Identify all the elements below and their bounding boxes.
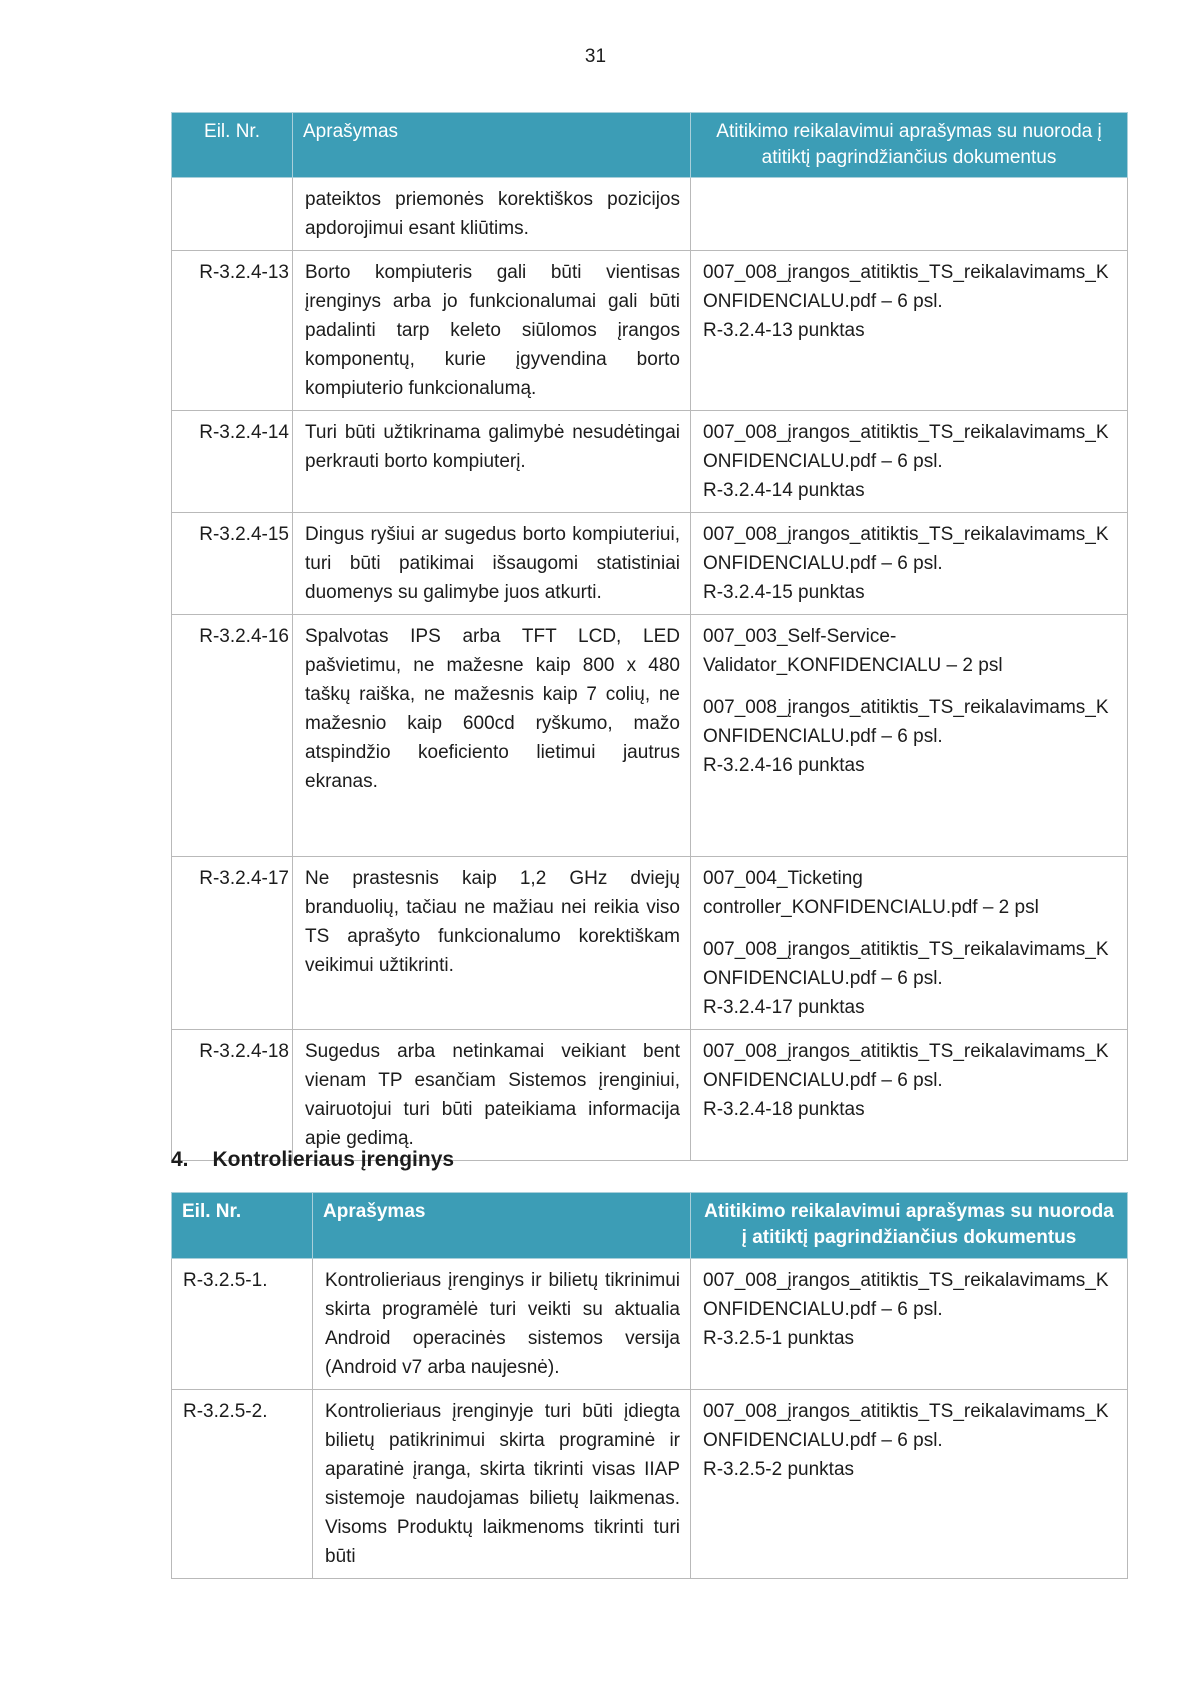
requirement-id-cell: R-3.2.4-18 — [172, 1030, 293, 1161]
requirement-description-cell: Borto kompiuteris gali būti vientisas įrenginys arba jo funkcionalumai gali būti padalinti tarp keleto siūlomos įrangos komponentų, kurie įgyvendina borto kompiuterio funkcionalumą. — [293, 251, 691, 411]
requirement-id-cell: R-3.2.4-14 — [172, 411, 293, 513]
table-row — [172, 1030, 1128, 1161]
compliance-document-reference: 007_008_įrangos_atitiktis_TS_reikalavimams_KONFIDENCIALU.pdf – 6 psl. R-3.2.4-16 punktas — [703, 697, 1109, 776]
compliance-document-reference: 007_008_įrangos_atitiktis_TS_reikalavimams_KONFIDENCIALU.pdf – 6 psl. R-3.2.5-2 punktas — [703, 1401, 1109, 1480]
table-row — [172, 411, 1128, 513]
column-header-atitikimas: Atitikimo reikalavimui aprašymas su nuoroda į atitiktį pagrindžiančius dokumentus — [691, 1193, 1128, 1259]
requirements-table-kontrolieriaus-irenginys — [171, 1192, 1128, 1579]
table-row — [172, 857, 1128, 1030]
compliance-reference-cell — [691, 1259, 1128, 1390]
table-row — [172, 513, 1128, 615]
column-header-atitikimas: Atitikimo reikalavimui aprašymas su nuoroda į atitiktį pagrindžiančius dokumentus — [691, 113, 1128, 178]
requirement-id-cell: R-3.2.4-15 — [172, 513, 293, 615]
requirement-id-cell: R-3.2.4-17 — [172, 857, 293, 1030]
compliance-reference-cell — [691, 1390, 1128, 1579]
section-number: 4. — [171, 1148, 189, 1171]
section-heading — [171, 1146, 454, 1174]
requirement-id-cell: R-3.2.4-13 — [172, 251, 293, 411]
requirement-id-cell — [172, 178, 293, 251]
requirement-description-cell: Spalvotas IPS arba TFT LCD, LED pašvietimu, ne mažesne kaip 800 x 480 taškų raiška, ne mažesnis kaip 7 colių, ne mažesnio kaip 600cd ryškumo, mažo atspindžio koeficiento lietimui jautrus ekranas. — [293, 615, 691, 857]
table-row — [172, 1390, 1128, 1579]
compliance-reference-cell — [691, 411, 1128, 513]
compliance-document-reference: 007_008_įrangos_atitiktis_TS_reikalavimams_KONFIDENCIALU.pdf – 6 psl. R-3.2.4-18 punktas — [703, 1041, 1109, 1120]
column-header-eil-nr: Eil. Nr. — [172, 1193, 313, 1259]
compliance-reference-cell — [691, 178, 1128, 251]
compliance-document-reference: 007_008_įrangos_atitiktis_TS_reikalavimams_KONFIDENCIALU.pdf – 6 psl. R-3.2.4-14 punktas — [703, 422, 1109, 501]
compliance-document-reference: 007_008_įrangos_atitiktis_TS_reikalavimams_KONFIDENCIALU.pdf – 6 psl. R-3.2.5-1 punktas — [703, 1270, 1109, 1349]
requirement-id-cell: R-3.2.5-2. — [172, 1390, 313, 1579]
column-header-aprasymas: Aprašymas — [293, 113, 691, 178]
compliance-reference-cell — [691, 513, 1128, 615]
table-row — [172, 615, 1128, 857]
requirement-description-cell: Turi būti užtikrinama galimybė nesudėtingai perkrauti borto kompiuterį. — [293, 411, 691, 513]
compliance-document-reference: 007_008_įrangos_atitiktis_TS_reikalavimams_KONFIDENCIALU.pdf – 6 psl. R-3.2.4-13 punktas — [703, 262, 1109, 341]
table1-body — [172, 178, 1128, 1161]
requirements-table-borto-kompiuteris — [171, 112, 1128, 1161]
table-row — [172, 178, 1128, 251]
requirement-description-cell: pateiktos priemonės korektiškos pozicijos apdorojimui esant kliūtims. — [293, 178, 691, 251]
compliance-document-reference: 007_003_Self-Service-Validator_KONFIDENCIALU – 2 psl — [703, 626, 1003, 676]
requirement-description-cell: Kontrolieriaus įrenginyje turi būti įdiegta bilietų patikrinimui skirta programinė ir aparatinė įranga, skirta tikrinti visas IIAP sistemoje naudojamas bilietų laikmenas. Visoms Produktų laikmenoms tikrinti turi būti — [313, 1390, 691, 1579]
table-header-row — [172, 1193, 1128, 1259]
compliance-reference-cell — [691, 857, 1128, 1030]
table-row — [172, 1259, 1128, 1390]
column-header-eil-nr: Eil. Nr. — [172, 113, 293, 178]
requirement-description-cell: Sugedus arba netinkamai veikiant bent vienam TP esančiam Sistemos įrenginiui, vairuotojui turi būti pateikiama informacija apie gedimą. — [293, 1030, 691, 1161]
requirement-id-cell: R-3.2.5-1. — [172, 1259, 313, 1390]
requirement-description-cell: Kontrolieriaus įrenginys ir bilietų tikrinimui skirta programėlė turi veikti su aktualia Android operacinės sistemos versija (Android v7 arba naujesnė). — [313, 1259, 691, 1390]
requirement-description-cell: Dingus ryšiui ar sugedus borto kompiuteriui, turi būti patikimai išsaugomi statistiniai duomenys su galimybe juos atkurti. — [293, 513, 691, 615]
requirement-id-cell: R-3.2.4-16 — [172, 615, 293, 857]
table2-body — [172, 1259, 1128, 1579]
requirement-description-cell: Ne prastesnis kaip 1,2 GHz dviejų branduolių, tačiau ne mažiau nei reikia viso TS aprašyto funkcionalumo korektiškam veikimui užtikrinti. — [293, 857, 691, 1030]
compliance-reference-cell — [691, 251, 1128, 411]
table-row — [172, 251, 1128, 411]
table-header-row — [172, 113, 1128, 178]
compliance-document-reference: 007_008_įrangos_atitiktis_TS_reikalavimams_KONFIDENCIALU.pdf – 6 psl. R-3.2.4-17 punktas — [703, 939, 1109, 1018]
compliance-document-reference: 007_008_įrangos_atitiktis_TS_reikalavimams_KONFIDENCIALU.pdf – 6 psl. R-3.2.4-15 punktas — [703, 524, 1109, 603]
page-number: 31 — [584, 46, 607, 67]
column-header-aprasymas: Aprašymas — [313, 1193, 691, 1259]
compliance-document-reference: 007_004_Ticketing controller_KONFIDENCIALU.pdf – 2 psl — [703, 868, 1039, 918]
compliance-reference-cell — [691, 1030, 1128, 1161]
section-title: Kontrolieriaus įrenginys — [212, 1148, 455, 1171]
compliance-reference-cell — [691, 615, 1128, 857]
